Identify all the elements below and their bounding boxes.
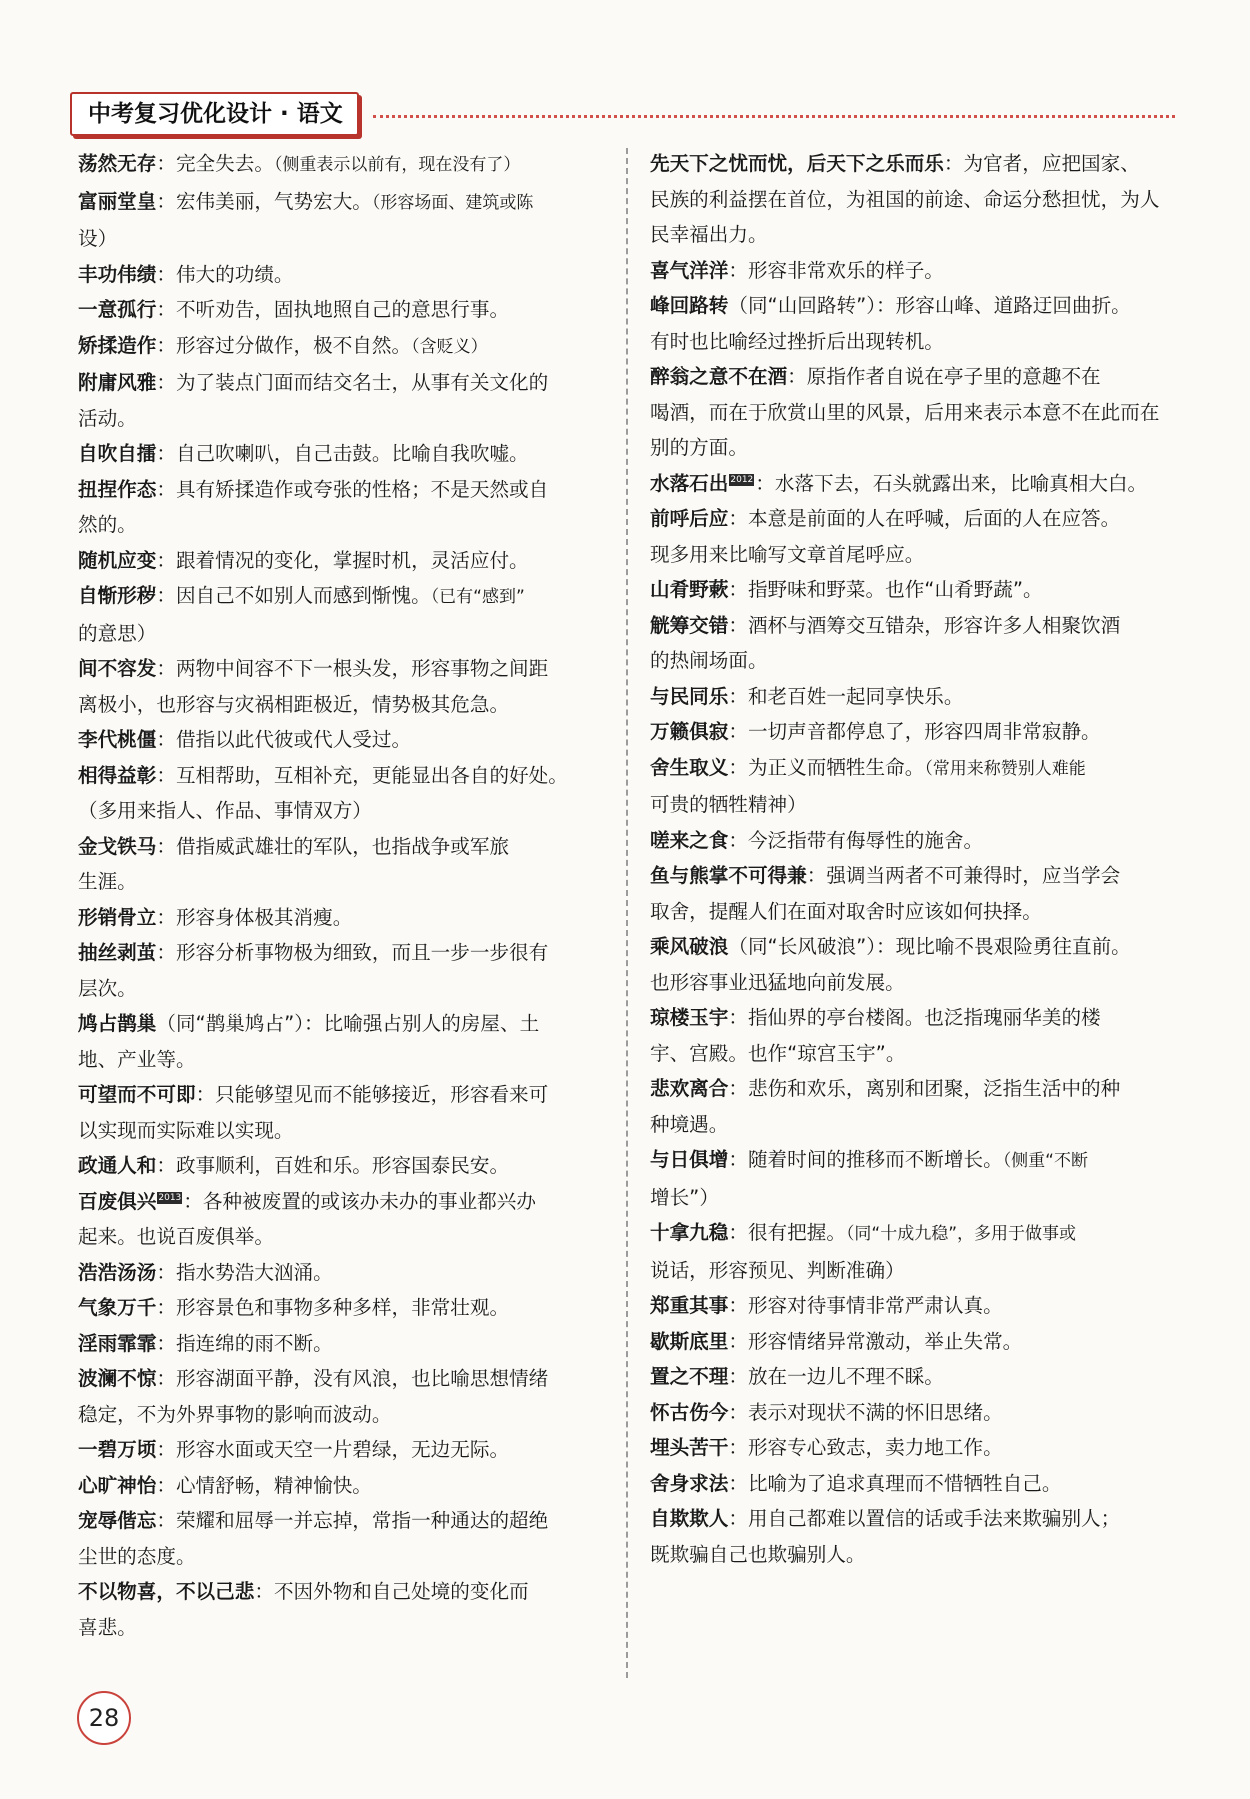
idiom-definition: 今泛指带有侮辱性的施舍。 [747,828,984,852]
idiom-entry [78,722,618,758]
idiom-entry [650,1142,1178,1215]
colon: ： [156,298,176,321]
idiom-entry [78,651,618,722]
colon: ： [156,442,176,465]
idiom-term: 扭捏作态 [78,477,157,501]
idiom-definition: 借指以此代彼或代人受过。 [175,728,412,751]
idiom-entry [78,472,618,543]
idiom-definition-continued: （多用来指人、作品、事情双方） [78,799,372,822]
idiom-note: （已有“感到” [430,587,525,607]
idiom-term: 荡然无存 [78,152,157,175]
idiom-term: 间不容发 [78,657,157,680]
idiom-definition: 很有把握。 [747,1221,846,1244]
idiom-definition: 两物中间容不下一根头发，形容事物之间距 [175,657,549,680]
idiom-entry [650,1395,1178,1431]
idiom-term: 觥筹交错 [650,613,729,637]
idiom-entry [650,1000,1178,1071]
idiom-definition: 心情舒畅，精神愉快。 [175,1473,372,1497]
idiom-definition: 形容湖面平静，没有风浪，也比喻思想情绪 [175,1367,549,1390]
colon: ： [728,1294,748,1317]
idiom-entry [78,900,618,936]
idiom-definition-continued: 喜悲。 [78,1615,137,1639]
colon: ： [156,333,176,357]
colon: ： [728,1507,748,1530]
idiom-term: 前呼后应 [650,507,729,530]
idiom-term: 一意孤行 [78,298,157,321]
idiom-entry [650,466,1178,502]
idiom-term: 鸠占鹊巢 [78,1012,157,1035]
colon: ： [156,1473,176,1497]
idiom-definition: 形容对待事情非常严肃认真。 [747,1294,1003,1317]
idiom-term: 抽丝剥茧 [78,941,157,964]
idiom-definition: 不听劝告，固执地照自己的意思行事。 [175,298,510,321]
idiom-entry [650,750,1178,823]
idiom-term: 舍身求法 [650,1471,729,1495]
idiom-term: 一碧万顷 [78,1438,157,1461]
colon: ： [156,262,176,286]
idiom-term: 先天下之忧而忧，后天下之乐而乐 [650,152,944,175]
idiom-definition-continued: 既欺骗自己也欺骗别人。 [650,1542,866,1566]
colon: ： [728,828,748,852]
idiom-term: 歇斯底里 [650,1329,729,1353]
idiom-entry [78,758,618,829]
idiom-term: 埋头苦干 [650,1436,729,1459]
colon: ： [156,584,176,607]
idiom-definition: 指连绵的雨不断。 [175,1331,333,1355]
colon: ： [156,1331,176,1355]
idiom-term: 不以物喜，不以己悲 [78,1580,255,1603]
idiom-entry [78,1574,618,1645]
colon: ： [156,1296,176,1319]
colon: ： [156,371,176,394]
idiom-definition-continued: 离极小，也形容与灾祸相距极近，情势极其危急。 [78,692,510,716]
idiom-term: 富丽堂皇 [78,189,157,213]
idiom-definition-continued: 喝酒，而在于欣赏山里的风景，后用来表示本意不在此而在别的方面。 [650,400,1160,459]
colon: ： [156,1509,176,1532]
idiom-entry [650,823,1178,859]
idiom-term: 十拿九稳 [650,1221,729,1244]
colon: ： [156,941,176,964]
right-column [650,146,1178,1572]
idiom-definition: 和老百姓一起同享快乐。 [747,684,964,708]
idiom-definition: 互相帮助，互相补充，更能显出各自的好处。 [175,763,568,787]
idiom-term: 与民同乐 [650,684,729,708]
idiom-definition: 形容身体极其消瘦。 [175,905,353,929]
idiom-term: 置之不理 [650,1365,729,1388]
colon: ： [728,1400,748,1424]
idiom-definition: （同“鹊巢鸠占”）：比喻强占别人的房屋、土 [156,1012,540,1035]
idiom-entry [650,929,1178,1000]
idiom-definition: 水落下去，石头就露出来，比喻真相大白。 [774,471,1148,495]
idiom-term: 舍生取义 [650,755,729,779]
idiom-term: 乘风破浪 [650,935,729,958]
idiom-entry [78,1006,618,1077]
idiom-definition: 指水势浩大汹涌。 [175,1260,333,1284]
idiom-term: 鱼与熊掌不可得兼 [650,864,807,887]
idiom-definition: 随着时间的推移而不断增长。 [747,1148,1003,1171]
idiom-term: 山肴野蔌 [650,578,729,601]
idiom-definition: 自己吹喇叭，自己击鼓。比喻自我吹嘘。 [175,442,529,465]
idiom-term: 丰功伟绩 [78,262,157,286]
idiom-entry [650,1466,1178,1502]
idiom-entry [78,1468,618,1504]
colon: ： [156,1154,176,1177]
idiom-definition: 放在一边儿不理不睬。 [747,1365,944,1388]
idiom-definition-continued: 说话，形容预见、判断准确） [650,1258,905,1282]
idiom-term: 宠辱偕忘 [78,1509,157,1532]
idiom-entry [650,572,1178,608]
exam-year-badge: 2013 [158,1192,182,1203]
colon: ： [728,1221,748,1244]
idiom-definition: 形容过分做作，极不自然。 [175,333,412,357]
idiom-entry [650,1501,1178,1572]
idiom-definition: 为正义而牺牲生命。 [747,755,925,779]
colon: ： [728,578,748,601]
idiom-definition: 政事顺利，百姓和乐。形容国泰民安。 [175,1154,510,1177]
idiom-definition: 用自己都难以置信的话或手法来欺骗别人； [747,1507,1121,1530]
idiom-definition: 指仙界的亭台楼阁。也泛指瑰丽华美的楼 [747,1006,1101,1029]
idiom-entry [78,328,618,366]
colon: ： [728,1329,748,1353]
idiom-entry [78,578,618,651]
idiom-term: 矫揉造作 [78,333,157,357]
idiom-definition-continued: 设） [78,227,118,250]
idiom-entry [78,543,618,579]
idiom-term: 自欺欺人 [650,1507,729,1530]
idiom-definition: 形容情绪异常激动，举止失常。 [747,1329,1023,1353]
idiom-term: 政通人和 [78,1154,157,1177]
idiom-entry [78,436,618,472]
idiom-definition-continued: 然的。 [78,513,137,536]
idiom-entry [650,1288,1178,1324]
colon: ： [156,657,176,680]
colon: ： [755,471,775,495]
idiom-definition: （同“山回路转”）：形容山峰、道路迂回曲折。 [728,294,1131,317]
idiom-definition: 不因外物和自己处境的变化而 [273,1580,529,1603]
colon: ： [156,548,176,572]
idiom-definition: 表示对现状不满的怀旧思绪。 [747,1400,1003,1424]
idiom-entry [650,253,1178,289]
idiom-term: 怀古伤今 [650,1400,729,1424]
colon: ： [728,613,748,637]
colon: ： [728,755,748,779]
colon: ： [156,189,176,213]
idiom-term: 附庸风雅 [78,371,157,394]
idiom-definition: 形容水面或天空一片碧绿，无边无际。 [175,1438,510,1461]
idiom-definition: 借指威武雄壮的军队，也指战争或军旅 [175,834,510,858]
idiom-entry [78,1077,618,1148]
idiom-term: 琼楼玉宇 [650,1006,729,1029]
colon: ： [728,1436,748,1459]
colon: ： [728,1148,748,1171]
idiom-definition-continued: 地、产业等。 [78,1047,196,1071]
idiom-term: 心旷神怡 [78,1473,157,1497]
idiom-definition: 强调当两者不可兼得时，应当学会 [826,864,1121,887]
colon: ： [156,477,176,501]
idiom-entry [78,1361,618,1432]
idiom-definition-continued: 层次。 [78,976,137,1000]
idiom-definition-continued: 有时也比喻经过挫折后出现转机。 [650,329,944,353]
idiom-definition: 宏伟美丽，气势宏大。 [175,189,372,213]
idiom-entry [78,292,618,328]
colon: ： [943,152,964,175]
idiom-definition: 酒杯与酒筹交互错杂，形容许多人相聚饮酒 [747,613,1121,637]
colon: ： [156,763,176,787]
colon: ： [156,1367,176,1390]
idiom-term: 万籁俱寂 [650,720,729,743]
idiom-definition: 比喻为了追求真理而不惜牺牲自己。 [747,1471,1062,1495]
idiom-definition-continued: 起来。也说百废俱举。 [78,1225,274,1248]
idiom-definition-continued: 现多用来比喻写文章首尾呼应。 [650,542,925,566]
colon: ： [156,1260,176,1284]
idiom-term: 随机应变 [78,548,157,572]
exam-year-badge: 2012 [730,474,754,485]
idiom-note: （同“十成九稳”，多用于做事或 [845,1224,1077,1244]
page-header [70,92,1175,136]
colon: ： [728,1471,748,1495]
idiom-definition: 为官者，应把国家、 [963,152,1140,175]
idiom-entry [78,146,618,184]
idiom-entry [650,501,1178,572]
idiom-entry [78,1432,618,1468]
idiom-entry [650,679,1178,715]
idiom-entry [650,146,1178,253]
idiom-definition-continued: 种境遇。 [650,1112,729,1136]
idiom-definition: 为了装点门面而结交名士，从事有关文化的 [175,371,549,394]
idiom-definition-continued: 的热闹场面。 [650,649,768,672]
idiom-definition-continued: 的意思） [78,621,157,645]
idiom-definition-continued: 增长”） [650,1185,719,1209]
idiom-definition-continued: 可贵的牺牲精神） [650,793,807,816]
colon: ： [254,1580,274,1603]
idiom-note: （含贬义） [411,336,488,357]
idiom-definition: 荣耀和屈辱一并忘掉，常指一种通达的超绝 [175,1509,549,1532]
idiom-definition-continued: 尘世的态度。 [78,1544,196,1568]
colon: ： [728,720,748,743]
colon: ： [195,1083,216,1106]
idiom-note: （常用来称赞别人难能 [924,758,1086,779]
idiom-definition-continued: 取舍，提醒人们在面对取舍时应该如何抉择。 [650,899,1042,923]
idiom-definition: 形容分析事物极为细致，而且一步一步很有 [175,941,549,964]
idiom-term: 百废俱兴 [78,1189,157,1213]
colon: ： [156,1438,176,1461]
idiom-note: （侧重“不断 [1002,1151,1088,1171]
idiom-entry [650,1215,1178,1288]
idiom-note: （形容场面、建筑或陈 [371,192,534,213]
idiom-definition: 跟着情况的变化，掌握时机，灵活应付。 [175,548,529,572]
idiom-definition: 完全失去。 [175,152,274,175]
idiom-entry [650,714,1178,750]
idiom-term: 喜气洋洋 [650,258,729,282]
colon: ： [728,507,748,530]
idiom-term: 悲欢离合 [650,1077,729,1100]
idiom-entry [78,365,618,436]
idiom-definition: （同“长风破浪”）：现比喻不畏艰险勇往直前。 [728,935,1131,958]
idiom-entry [78,1326,618,1362]
colon: ： [156,905,176,929]
idiom-term: 嗟来之食 [650,828,729,852]
idiom-term: 郑重其事 [650,1294,729,1317]
colon: ： [728,1365,748,1388]
idiom-definition: 各种被废置的或该办未办的事业都兴办 [202,1189,536,1213]
idiom-definition-continued: 民族的利益摆在首位，为祖国的前途、命运分愁担忧，为人民幸福出力。 [650,187,1160,246]
idiom-term: 醉翁之意不在酒 [650,365,788,388]
idiom-entry [78,1184,618,1255]
idiom-definition: 伟大的功绩。 [175,262,294,286]
idiom-entry [78,184,618,257]
colon: ： [806,864,827,887]
idiom-definition-continued: 活动。 [78,406,137,430]
idiom-definition: 悲伤和欢乐，离别和团聚，泛指生活中的种 [747,1077,1121,1100]
idiom-entry [650,1324,1178,1360]
idiom-entry [78,1503,618,1574]
idiom-definition-continued: 生涯。 [78,870,137,893]
idiom-definition: 原指作者自说在亭子里的意趣不在 [806,365,1101,388]
idiom-definition: 因自己不如别人而感到惭愧。 [175,584,431,607]
idiom-entry [78,1148,618,1184]
idiom-definition-continued: 稳定，不为外界事物的影响而波动。 [78,1402,392,1426]
colon: ： [156,728,176,751]
idiom-definition: 本意是前面的人在呼喊，后面的人在应答。 [747,507,1121,530]
idiom-term: 金戈铁马 [78,834,157,858]
column-divider [626,148,628,1678]
idiom-term: 形销骨立 [78,905,157,929]
idiom-definition-continued: 宇、宫殿。也作“琼宫玉宇”。 [650,1041,906,1065]
idiom-term: 可望而不可即 [78,1083,196,1106]
idiom-entry [650,608,1178,679]
idiom-entry [78,829,618,900]
header-title: 中考复习优化设计 · 语文 [70,92,359,136]
idiom-definition: 指野味和野菜。也作“山肴野蔬”。 [747,578,1043,601]
colon: ： [728,1006,748,1029]
idiom-entry [650,359,1178,466]
idiom-entry [650,1071,1178,1142]
left-column [78,146,618,1645]
idiom-definition: 形容景色和事物多种多样，非常壮观。 [175,1296,510,1319]
idiom-entry [650,288,1178,359]
idiom-term: 自惭形秽 [78,584,157,607]
idiom-term: 浩浩汤汤 [78,1260,157,1284]
idiom-definition-continued: 也形容事业迅猛地向前发展。 [650,970,905,994]
idiom-entry [650,858,1178,929]
header-dotted-rule [373,115,1175,118]
colon: ： [156,834,176,858]
idiom-term: 自吹自擂 [78,442,157,465]
idiom-entry [78,935,618,1006]
colon: ： [728,1077,748,1100]
idiom-term: 相得益彰 [78,763,157,787]
idiom-term: 气象万千 [78,1296,157,1319]
idiom-term: 淫雨霏霏 [78,1331,157,1355]
idiom-entry [78,257,618,293]
idiom-entry [650,1430,1178,1466]
idiom-entry [78,1290,618,1326]
colon: ： [156,152,176,175]
idiom-term: 波澜不惊 [78,1367,157,1390]
idiom-term: 李代桃僵 [78,728,157,751]
idiom-term: 水落石出 [650,471,729,495]
idiom-definition: 只能够望见而不能够接近，形容看来可 [215,1083,549,1106]
idiom-definition-continued: 以实现而实际难以实现。 [78,1118,294,1142]
idiom-note: （侧重表示以前有，现在没有了） [273,155,521,175]
idiom-entry [78,1255,618,1291]
colon: ： [183,1189,203,1213]
idiom-definition: 具有矫揉造作或夸张的性格；不是天然或自 [175,477,549,501]
idiom-term: 峰回路转 [650,294,729,317]
colon: ： [728,258,748,282]
idiom-term: 与日俱增 [650,1148,729,1171]
idiom-definition: 形容专心致志，卖力地工作。 [747,1436,1003,1459]
idiom-definition: 形容非常欢乐的样子。 [747,258,944,282]
page-number: 28 [77,1691,131,1745]
colon: ： [728,684,748,708]
idiom-entry [650,1359,1178,1395]
colon: ： [787,365,807,388]
idiom-definition: 一切声音都停息了，形容四周非常寂静。 [747,720,1101,743]
